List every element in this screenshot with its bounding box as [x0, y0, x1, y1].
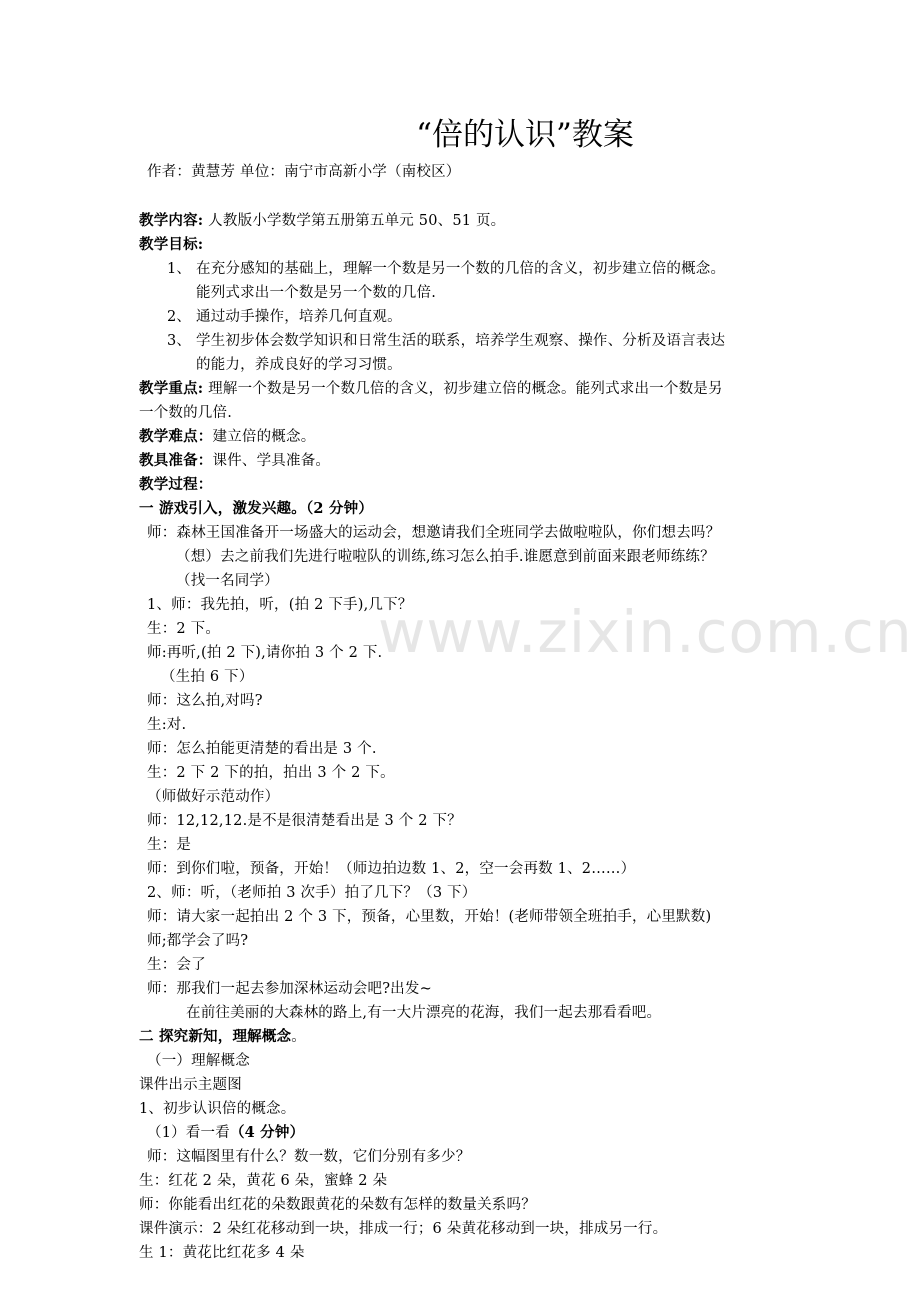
dialogue-line: 课件演示：2 朵红花移动到一块，排成一行；6 朵黄花移动到一块，排成另一行。	[139, 1221, 668, 1237]
dialogue-line: 生：2 下 2 下的拍，拍出 3 个 2 下。	[147, 765, 395, 781]
dialogue-line	[147, 1122, 304, 1144]
step-label: （1）看一看	[147, 1125, 230, 1141]
key-label: 教学重点:	[139, 380, 204, 397]
prep-label: 教具准备：	[139, 452, 213, 469]
dialogue-line: 师：请大家一起拍出 2 个 3 下，预备，心里数，开始！(老师带领全班拍手，心里默数)	[147, 909, 712, 925]
dialogue-line: 生：会了	[147, 957, 206, 973]
subsection-heading: （一）理解概念	[147, 1053, 250, 1069]
goal3-number: 3、	[167, 333, 192, 349]
dialogue-line: 生：红花 2 朵，黄花 6 朵，蜜蜂 2 朵	[139, 1173, 388, 1189]
dialogue-line: 师：怎么拍能更清楚的看出是 3 个.	[147, 741, 377, 757]
dialogue-line: 课件出示主题图	[139, 1077, 242, 1093]
step-duration: （4 分钟）	[229, 1124, 305, 1141]
goal3-line-a: 学生初步体会数学知识和日常生活的联系，培养学生观察、操作、分析及语言表达	[196, 333, 726, 349]
key-text-a: 理解一个数是另一个数几倍的含义，初步建立倍的概念。能列式求出一个数是另	[203, 381, 723, 397]
content-text: 人教版小学数学第五册第五单元 50、51 页。	[203, 213, 506, 229]
dialogue-line: （师做好示范动作）	[147, 789, 280, 805]
dialogue-line: 师：这么拍,对吗?	[147, 693, 263, 709]
dialogue-line: 生：是	[147, 837, 192, 853]
dialogue-line: 师：这幅图里有什么？数一数，它们分别有多少？	[147, 1149, 471, 1165]
dialogue-line: 师：森林王国准备开一场盛大的运动会，想邀请我们全班同学去做啦啦队，你们想去吗？	[147, 525, 721, 541]
dialogue-line: 2、师：听，（老师拍 3 次手）拍了几下？（3 下）	[147, 885, 477, 901]
dialogue-line: 生:对.	[147, 717, 187, 733]
section2-title: 二 探究新知，理解概念	[139, 1028, 292, 1045]
dialogue-line: 师：那我们一起去参加深林运动会吧?出发~	[147, 981, 432, 997]
goal3-line-b: 的能力，养成良好的学习习惯。	[196, 357, 402, 373]
watermark: www.zixin.com.cn	[378, 598, 913, 666]
goals-label: 教学目标:	[139, 236, 204, 253]
process-label: 教学过程：	[139, 476, 213, 493]
section2-period: 。	[291, 1029, 306, 1045]
goal2-number: 2、	[167, 309, 192, 325]
section2-heading	[139, 1026, 306, 1048]
dialogue-line: 1、初步认识倍的概念。	[139, 1101, 296, 1117]
dialogue-line: 师;都学会了吗?	[147, 933, 249, 949]
goal1-number: 1、	[167, 261, 192, 277]
goal1-line-a: 在充分感知的基础上，理解一个数是另一个数的几倍的含义，初步建立倍的概念。	[196, 261, 726, 277]
dialogue-line: 生 1：黄花比红花多 4 朵	[139, 1245, 305, 1261]
section1-heading: 一 游戏引入，激发兴趣。（2 分钟）	[139, 500, 374, 517]
author-line: 作者：黄慧芳 单位：南宁市高新小学（南校区）	[147, 164, 461, 180]
difficult-label: 教学难点：	[139, 428, 213, 445]
dialogue-line: （找一名同学）	[176, 573, 279, 589]
goal2-text: 通过动手操作，培养几何直观。	[196, 309, 402, 325]
content-label: 教学内容:	[139, 212, 204, 229]
goal1-line-b: 能列式求出一个数是另一个数的几倍.	[196, 285, 437, 301]
content-row	[139, 210, 505, 232]
key-text-b: 一个数的几倍.	[139, 405, 233, 421]
dialogue-line: （生拍 6 下）	[161, 669, 254, 685]
dialogue-line: 师：到你们啦，预备，开始！（师边拍边数 1、2，空一会再数 1、2……）	[147, 861, 636, 877]
dialogue-line: 师：12,12,12.是不是很清楚看出是 3 个 2 下？	[147, 813, 462, 829]
prep-row	[139, 450, 330, 472]
key-row	[139, 378, 723, 400]
dialogue-line: 在前往美丽的大森林的路上,有一大片漂亮的花海，我们一起去那看看吧。	[186, 1005, 662, 1021]
prep-text: 课件、学具准备。	[212, 453, 331, 469]
dialogue-line: 生：2 下。	[147, 621, 221, 637]
difficult-text: 建立倍的概念。	[212, 429, 316, 445]
dialogue-line: （想）去之前我们先进行啦啦队的训练,练习怎么拍手.谁愿意到前面来跟老师练练？	[176, 549, 715, 565]
dialogue-line: 1、师：我先拍，听，(拍 2 下手),几下？	[147, 597, 413, 613]
dialogue-line: 师:再听,(拍 2 下),请你拍 3 个 2 下.	[147, 645, 383, 661]
difficult-row	[139, 426, 315, 448]
page-title: “倍的认识”教案	[416, 117, 634, 153]
dialogue-line: 师：你能看出红花的朵数跟黄花的朵数有怎样的数量关系吗？	[139, 1197, 536, 1213]
